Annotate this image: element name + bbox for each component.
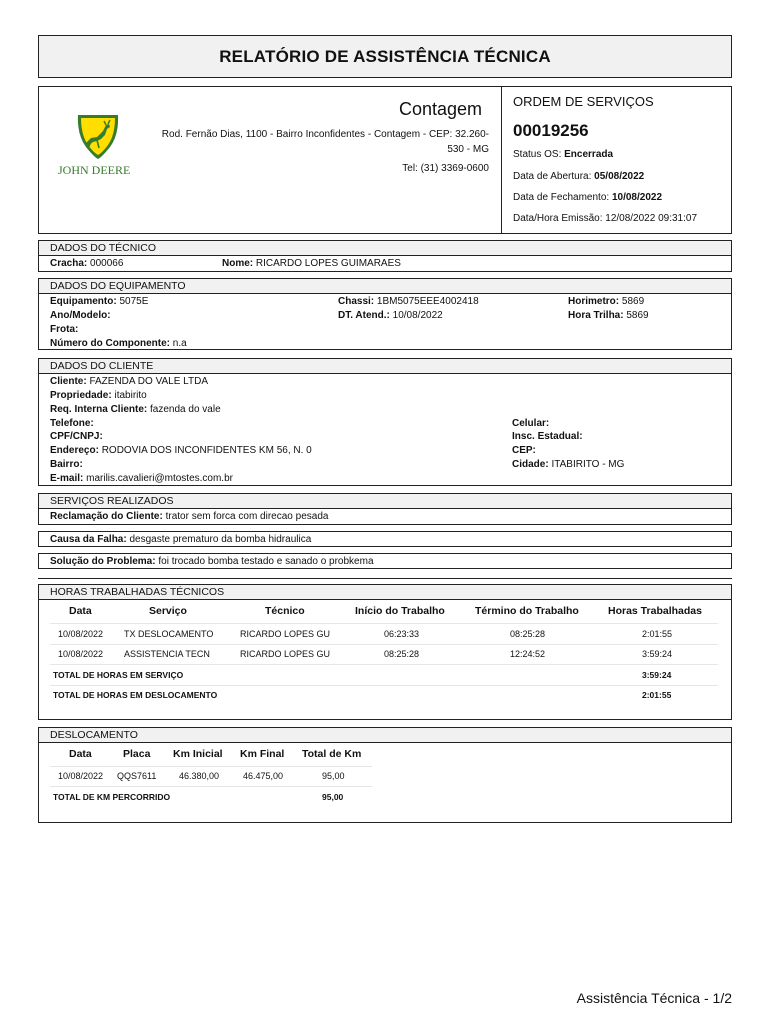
- john-deere-logo: [57, 111, 139, 177]
- branch-phone: Tel: (31) 3369-0600: [402, 163, 489, 174]
- travel-r1-km-start: 46.380,00: [179, 771, 220, 781]
- equipment-model: Equipamento: 5075E: [50, 296, 149, 307]
- client-phone: Telefone:: [50, 418, 94, 429]
- hours-r2-worked: 3:59:24: [642, 649, 673, 659]
- hours-col-end: Término do Trabalho: [475, 605, 579, 617]
- branch-city: Contagem: [399, 99, 483, 119]
- travel-r1-km-total: 95,00: [322, 771, 345, 781]
- total-km-value: 95,00: [322, 792, 344, 802]
- hours-col-service: Serviço: [149, 605, 187, 617]
- equipment-service-date: DT. Atend.: 10/08/2022: [338, 310, 443, 321]
- client-state-reg: Insc. Estadual:: [512, 431, 583, 442]
- travel-r1-date: 10/08/2022: [58, 771, 104, 781]
- client-cpf: CPF/CNPJ:: [50, 431, 103, 442]
- travel-col-date: Data: [69, 748, 92, 760]
- problem-solution: Solução do Problema: foi trocado bomba testado e sanado o probkema: [50, 556, 374, 567]
- total-travel-hours-label: TOTAL DE HORAS EM DESLOCAMENTO: [53, 690, 218, 700]
- order-number: 00019256: [513, 121, 589, 140]
- hours-r1-end: 08:25:28: [510, 629, 546, 639]
- total-service-hours-value: 3:59:24: [642, 670, 672, 680]
- client-heading: DADOS DO CLIENTE: [39, 359, 731, 374]
- hours-r2-date: 10/08/2022: [58, 649, 104, 659]
- branch-address: Rod. Fernão Dias, 1100 - Bairro Inconfidentes - Contagem - CEP: 32.260-530 - MG: [161, 129, 489, 155]
- travel-r1-km-end: 46.475,00: [243, 771, 284, 781]
- failure-cause-row: [38, 531, 732, 547]
- header-divider: [501, 87, 502, 233]
- client-district: Bairro:: [50, 459, 83, 470]
- travel-heading: DESLOCAMENTO: [39, 728, 731, 743]
- equipment-trail-hours: Hora Trilha: 5869: [568, 310, 649, 321]
- client-section: [38, 358, 732, 486]
- customer-complaint: Reclamação do Cliente: trator sem forca com direcao pesada: [50, 511, 329, 522]
- equipment-hourmeter: Horimetro: 5869: [568, 296, 645, 307]
- travel-col-km-start: Km Inicial: [173, 748, 223, 760]
- header-block: [38, 86, 732, 234]
- technician-heading: DADOS DO TÉCNICO: [39, 241, 731, 256]
- client-cell: Celular:: [512, 418, 550, 429]
- order-close-date: Data de Fechamento: 10/08/2022: [513, 192, 663, 203]
- travel-r1-plate: QQS7611: [117, 771, 157, 781]
- client-city: Cidade: ITABIRITO - MG: [512, 459, 625, 470]
- deer-icon: [57, 111, 139, 177]
- travel-col-km-end: Km Final: [240, 748, 285, 760]
- equipment-year: Ano/Modelo:: [50, 310, 111, 321]
- equipment-heading: DADOS DO EQUIPAMENTO: [39, 279, 731, 294]
- hours-section: [38, 584, 732, 720]
- hours-col-start: Início do Trabalho: [355, 605, 445, 617]
- order-status: Status OS: Encerrada: [513, 149, 614, 160]
- total-km-label: TOTAL DE KM PERCORRIDO: [53, 792, 171, 802]
- equipment-section: [38, 278, 732, 350]
- total-travel-hours-value: 2:01:55: [642, 690, 672, 700]
- travel-col-plate: Placa: [123, 748, 151, 760]
- client-name: Cliente: FAZENDA DO VALE LTDA: [50, 376, 209, 387]
- travel-col-km-total: Total de Km: [302, 748, 362, 760]
- travel-section: [38, 727, 732, 823]
- hours-r2-service: ASSISTENCIA TECN: [124, 649, 210, 659]
- client-cep: CEP:: [512, 445, 536, 456]
- hours-col-date: Data: [69, 605, 92, 617]
- section-separator: [38, 578, 732, 579]
- hours-heading: HORAS TRABALHADAS TÉCNICOS: [39, 585, 731, 600]
- technician-badge: Cracha: 000066: [50, 258, 124, 269]
- services-section: [38, 493, 732, 525]
- logo-wordmark: JOHN DEERE: [58, 163, 131, 177]
- equipment-fleet: Frota:: [50, 324, 79, 335]
- hours-r1-service: TX DESLOCAMENTO: [124, 629, 214, 639]
- hours-r2-tech: RICARDO LOPES GU: [240, 649, 331, 659]
- hours-col-technician: Técnico: [265, 605, 305, 617]
- equipment-component: Número do Componente: n.a: [50, 338, 187, 349]
- report-title: RELATÓRIO DE ASSISTÊNCIA TÉCNICA: [38, 35, 732, 78]
- order-emission: Data/Hora Emissão: 12/08/2022 09:31:07: [513, 213, 698, 224]
- services-heading: SERVIÇOS REALIZADOS: [39, 494, 731, 509]
- technician-section: [38, 240, 732, 272]
- hours-r2-end: 12:24:52: [510, 649, 546, 659]
- page-footer: Assistência Técnica - 1/2: [576, 990, 732, 1006]
- hours-r2-start: 08:25:28: [384, 649, 420, 659]
- client-email: E-mail: marilis.cavalieri@mtostes.com.br: [50, 473, 233, 484]
- order-heading: ORDEM DE SERVIÇOS: [513, 94, 654, 109]
- client-property: Propriedade: itabirito: [50, 390, 147, 401]
- order-open-date: Data de Abertura: 05/08/2022: [513, 171, 645, 182]
- hours-r1-start: 06:23:33: [384, 629, 420, 639]
- technician-name: Nome: RICARDO LOPES GUIMARAES: [222, 258, 401, 269]
- failure-cause: Causa da Falha: desgaste prematuro da bomba hidraulica: [50, 534, 312, 545]
- hours-r1-worked: 2:01:55: [642, 629, 673, 639]
- solution-row: [38, 553, 732, 569]
- client-request: Req. Interna Cliente: fazenda do vale: [50, 404, 221, 415]
- equipment-chassis: Chassi: 1BM5075EEE4002418: [338, 296, 479, 307]
- total-service-hours-label: TOTAL DE HORAS EM SERVIÇO: [53, 670, 184, 680]
- hours-r1-tech: RICARDO LOPES GU: [240, 629, 331, 639]
- hours-col-worked: Horas Trabalhadas: [608, 605, 702, 617]
- client-address: Endereço: RODOVIA DOS INCONFIDENTES KM 56, N. 0: [50, 445, 312, 456]
- hours-r1-date: 10/08/2022: [58, 629, 104, 639]
